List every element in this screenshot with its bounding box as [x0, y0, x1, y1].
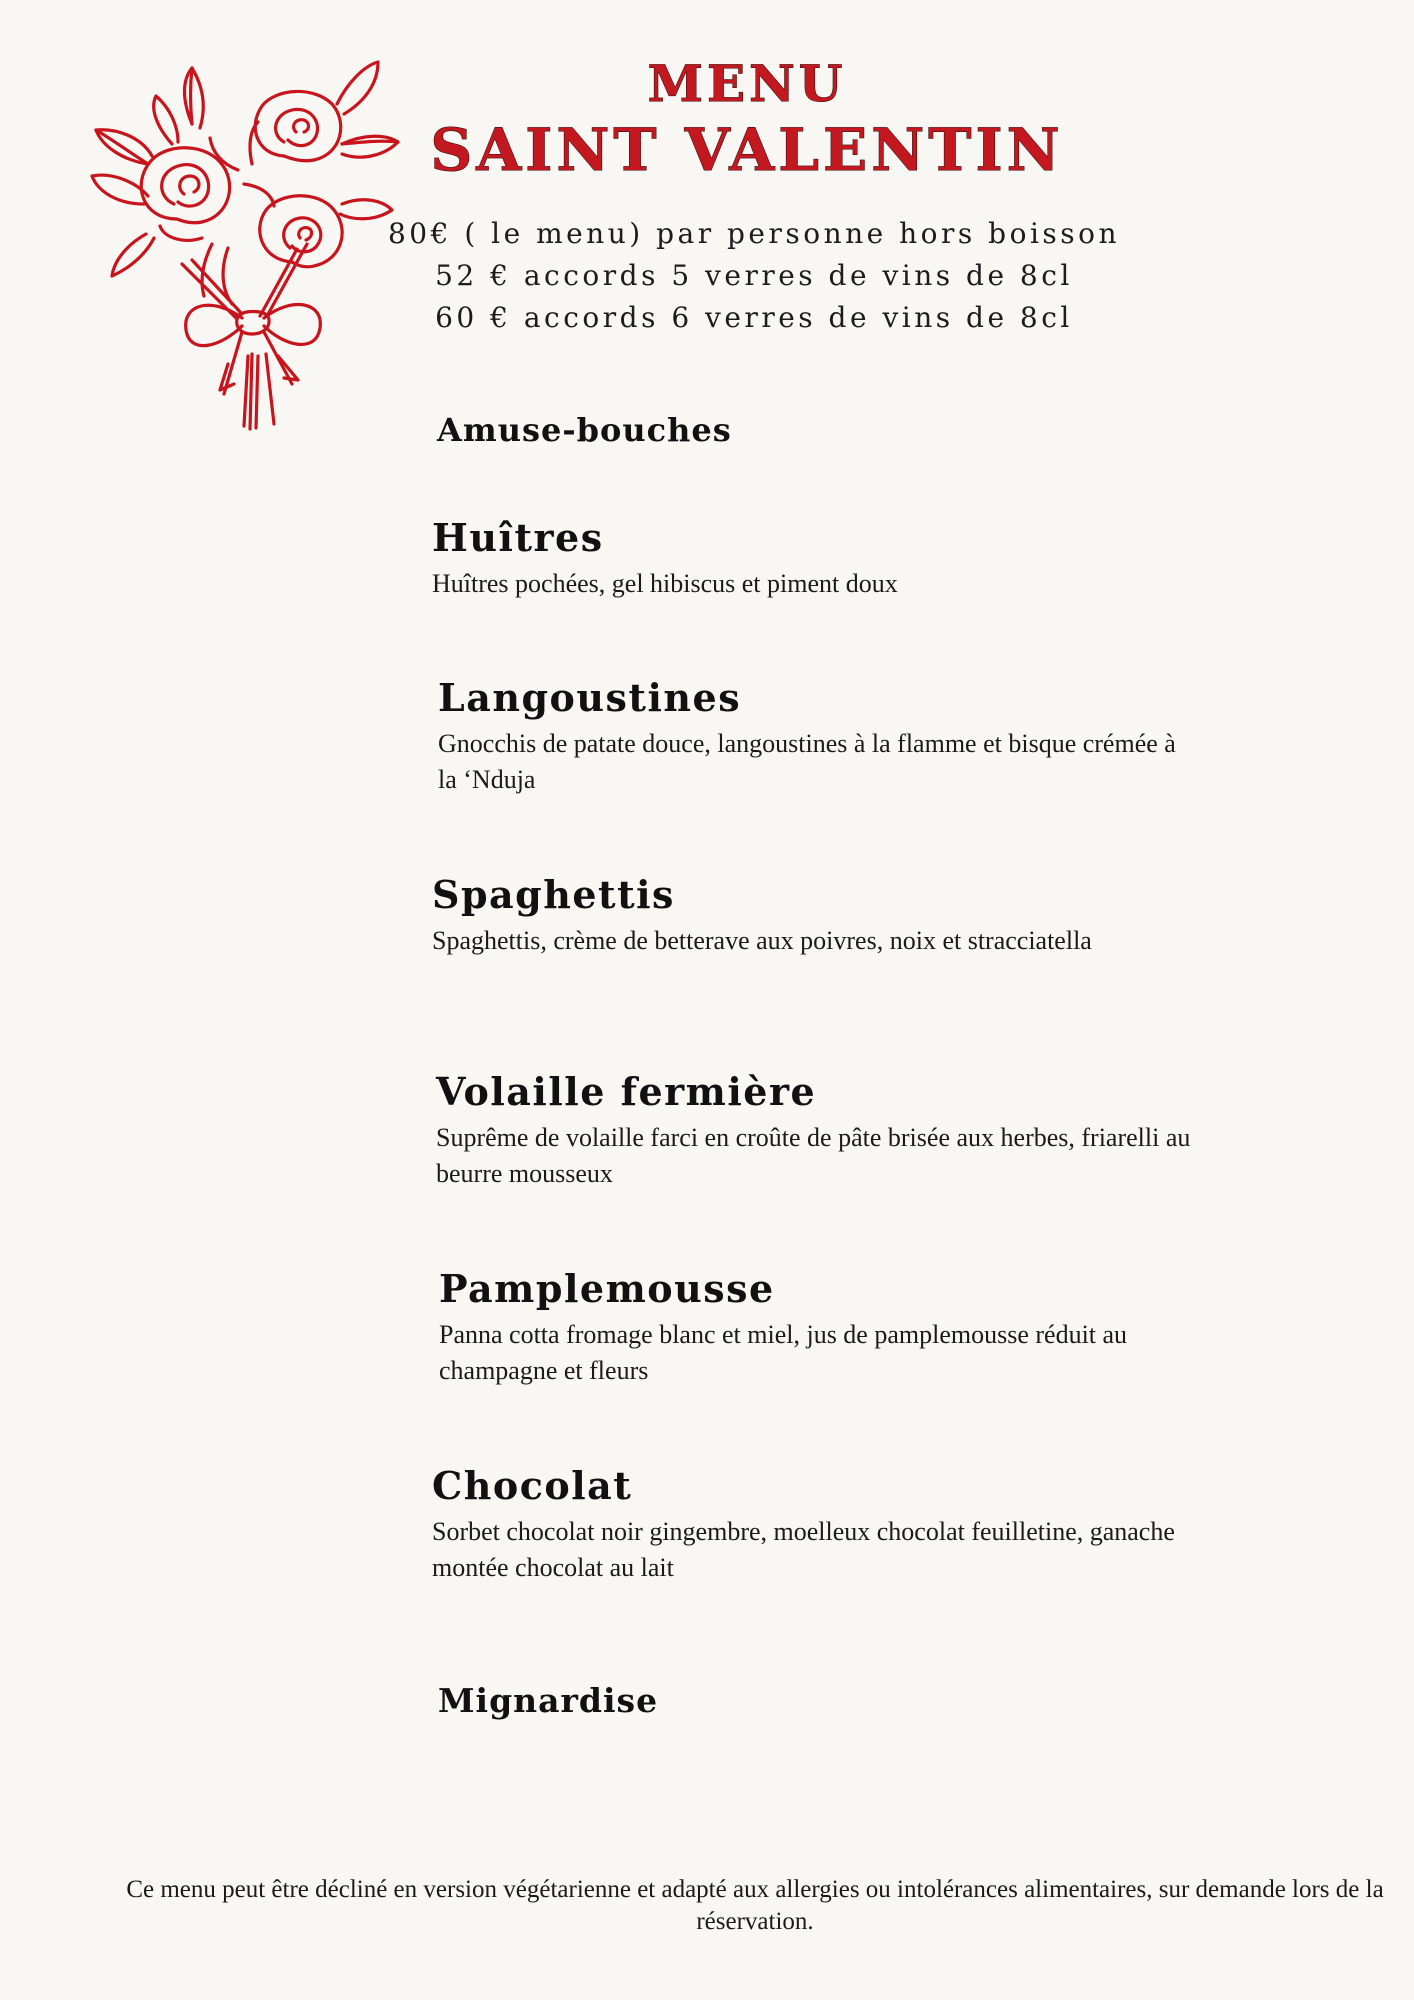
course-item — [438, 674, 1198, 798]
course-description: Gnocchis de patate douce, langoustines à la flamme et bisque crémée à la ‘Nduja — [438, 729, 1176, 794]
course-item — [432, 514, 1192, 602]
menu-title: MENU — [647, 54, 847, 113]
course-title: Langoustines — [438, 675, 742, 720]
course-item — [436, 1068, 1196, 1192]
course-item — [439, 1265, 1199, 1389]
course-description: Panna cotta fromage blanc et miel, jus de pamplemousse réduit au champagne et fleurs — [439, 1320, 1128, 1385]
course-title: Volaille fermière — [436, 1069, 817, 1114]
course-title: Huîtres — [432, 515, 604, 560]
amuse-bouches-heading: Amuse-bouches — [437, 411, 732, 449]
course-description: Huîtres pochées, gel hibiscus et piment doux — [432, 569, 898, 598]
course-item — [432, 1462, 1192, 1586]
course-title: Spaghettis — [432, 872, 675, 917]
course-description: Sorbet chocolat noir gingembre, moelleux chocolat feuilletine, ganache montée chocolat au lait — [432, 1517, 1175, 1582]
event-title: SAINT VALENTIN — [430, 116, 1064, 184]
course-description: Suprême de volaille farci en croûte de pâte brisée aux herbes, friarelli au beurre mousseux — [436, 1123, 1191, 1188]
course-title: Pamplemousse — [439, 1266, 775, 1311]
course-description: Spaghettis, crème de betterave aux poivres, noix et stracciatella — [432, 926, 1092, 955]
mignardise-heading: Mignardise — [438, 1681, 659, 1720]
dietary-note: Ce menu peut être décliné en version végétarienne et adapté aux allergies ou intolérances alimentaires, sur demande lors de la réservation. — [126, 1876, 1384, 1935]
price-wine-5: 52 € accords 5 verres de vins de 8cl — [435, 259, 1073, 292]
course-title: Chocolat — [432, 1463, 633, 1508]
price-menu: 80€ ( le menu) par personne hors boisson — [387, 217, 1121, 250]
course-item — [432, 871, 1192, 959]
price-wine-6: 60 € accords 6 verres de vins de 8cl — [435, 301, 1073, 334]
